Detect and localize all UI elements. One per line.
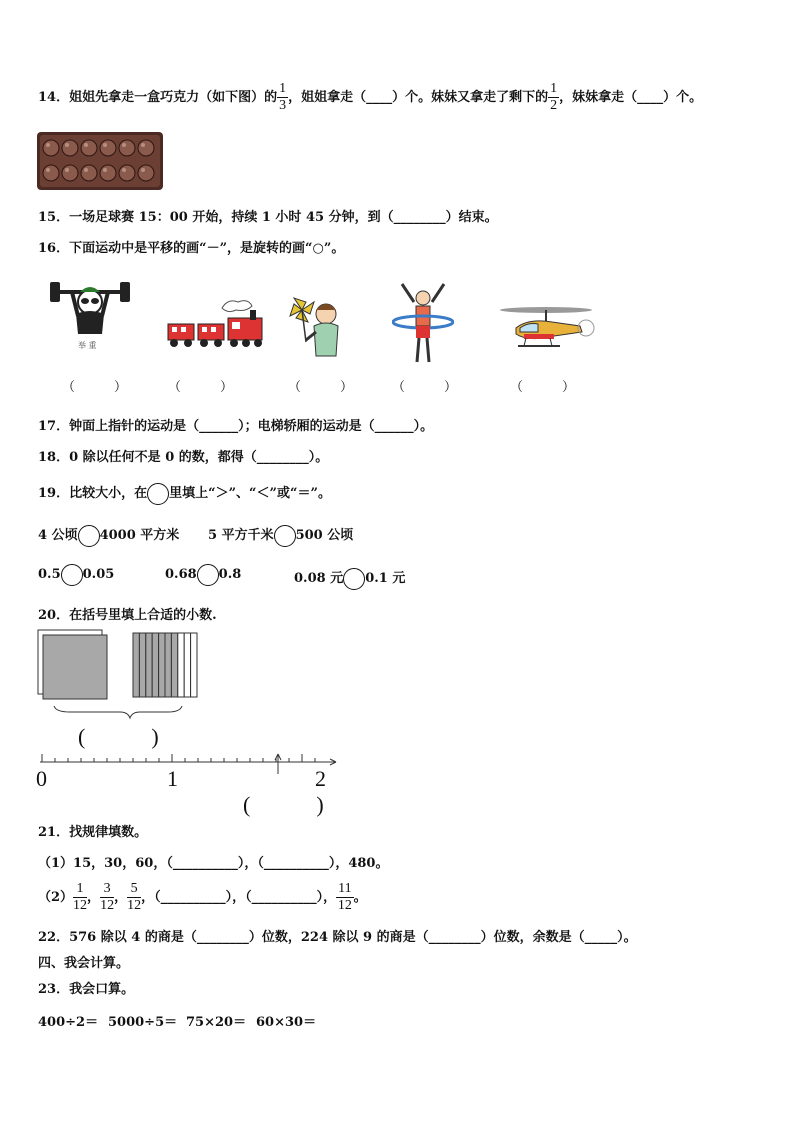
hula-hoop-girl-image — [392, 282, 454, 364]
q16-answer-slot-3[interactable]: （ ） — [288, 380, 354, 395]
chocolate-box-image — [37, 132, 163, 190]
tenth-strip — [146, 633, 152, 697]
q23-item-3: 75×20＝ — [186, 1015, 247, 1030]
q16-answer-slot-2[interactable]: （ ） — [168, 380, 234, 395]
q19-suffix: 里填上“＞”、“＜”或“＝”。 — [169, 486, 331, 501]
tenth-strip — [133, 633, 139, 697]
weightlifting-label: 举 重 — [78, 341, 97, 350]
q18-text: 18．0 除以任何不是 0 的数，都得（________）。 — [38, 450, 329, 465]
q19-item-3: 0.5 0.05 — [38, 567, 114, 582]
q16-answer-slot-1[interactable]: （ ） — [62, 380, 128, 395]
tenth-strip — [152, 633, 158, 697]
q14-prefix: 14．姐姐先拿走一盒巧克力（如下图）的 — [38, 90, 278, 105]
q14-fraction-1: $\frac{1}{3}$ — [279, 81, 287, 113]
q16-text: 16．下面运动中是平移的画“－”，是旋转的画“○”。 — [38, 241, 345, 256]
q19-item-1: 4 公顷 4000 平方米 — [38, 524, 179, 543]
q14-mid: ，姐姐拿走（____）个。妹妹又拿走了剩下的 — [288, 90, 549, 105]
compare-answer-circle[interactable] — [274, 525, 296, 547]
q19-prefix: 19．比较大小，在 — [38, 486, 148, 501]
compare-answer-circle[interactable] — [78, 525, 100, 547]
q20-figure — [30, 626, 350, 826]
axis-label-0: 0 — [36, 766, 47, 791]
q19-text — [38, 482, 331, 501]
q21-part-2: （2） $\frac{1}{12}$ ， $\frac{3}{12}$ ， $\frac{5}{12}$ ，（__________），（__________）， $\frac{11}{12}$ 。 — [38, 881, 367, 913]
q14-fraction-2: $\frac{1}{2}$ — [550, 81, 558, 113]
tenth-strip — [191, 633, 197, 697]
q16-answer-slot-4[interactable]: （ ） — [392, 380, 458, 395]
q21-part-1: （1）15，30，60，（__________），（__________），480。 — [38, 856, 389, 871]
train-image — [166, 298, 266, 350]
tenth-strip — [165, 633, 171, 697]
q19-item-2: 5 平方千米 500 公顷 — [208, 524, 353, 543]
tenth-strip — [178, 633, 184, 697]
q20-text: 20．在括号里填上合适的小数. — [38, 608, 217, 623]
q14-text — [38, 80, 702, 116]
q23-text: 23．我会口算。 — [38, 982, 135, 997]
q14-suffix: ，妹妹拿走（____）个。 — [559, 90, 703, 105]
fraction-3-12: $\frac{3}{12}$ — [100, 881, 115, 913]
fraction-1-12: $\frac{1}{12}$ — [73, 881, 88, 913]
compare-circle-icon — [147, 483, 169, 505]
fraction-11-12: $\frac{11}{12}$ — [337, 881, 352, 913]
q16-answer-row — [0, 376, 794, 394]
q21-text: 21．找规律填数。 — [38, 825, 148, 840]
q19-item-4: 0.68 0.8 — [165, 567, 241, 582]
tenth-strip — [159, 633, 165, 697]
pinwheel-boy-image — [288, 292, 344, 358]
tenth-strip — [171, 633, 177, 697]
tenth-strip — [184, 633, 190, 697]
tenth-strip — [139, 633, 145, 697]
q22-text: 22．576 除以 4 的商是（________）位数，224 除以 9 的商是（________）位数，余数是（_____）。 — [38, 930, 637, 945]
helicopter-image — [498, 300, 598, 358]
axis-label-1: 1 — [167, 766, 178, 791]
compare-answer-circle[interactable] — [61, 564, 83, 586]
q16-answer-slot-5[interactable]: （ ） — [510, 380, 576, 395]
axis-label-2: 2 — [315, 766, 326, 791]
q15-text: 15．一场足球赛 15：00 开始，持续 1 小时 45 分钟，到（________）结束。 — [38, 210, 498, 225]
q23-item-1: 400÷2＝ — [38, 1015, 99, 1030]
compare-answer-circle[interactable] — [197, 564, 219, 586]
section-4-heading: 四、我会计算。 — [38, 956, 130, 971]
q20-paren-bottom[interactable]: ( ) — [243, 792, 324, 817]
fraction-5-12: $\frac{5}{12}$ — [127, 881, 142, 913]
q20-paren-top[interactable]: ( ) — [78, 724, 159, 749]
q23-item-2: 5000÷5＝ — [108, 1015, 178, 1030]
weightlifting-image — [50, 280, 130, 352]
q17-text: 17．钟面上指针的运动是（______）；电梯轿厢的运动是（______）。 — [38, 419, 434, 434]
compare-answer-circle[interactable] — [343, 568, 365, 590]
q23-item-4: 60×30＝ — [256, 1015, 317, 1030]
q19-item-5: 0.08 元 0.1 元 — [294, 567, 405, 586]
